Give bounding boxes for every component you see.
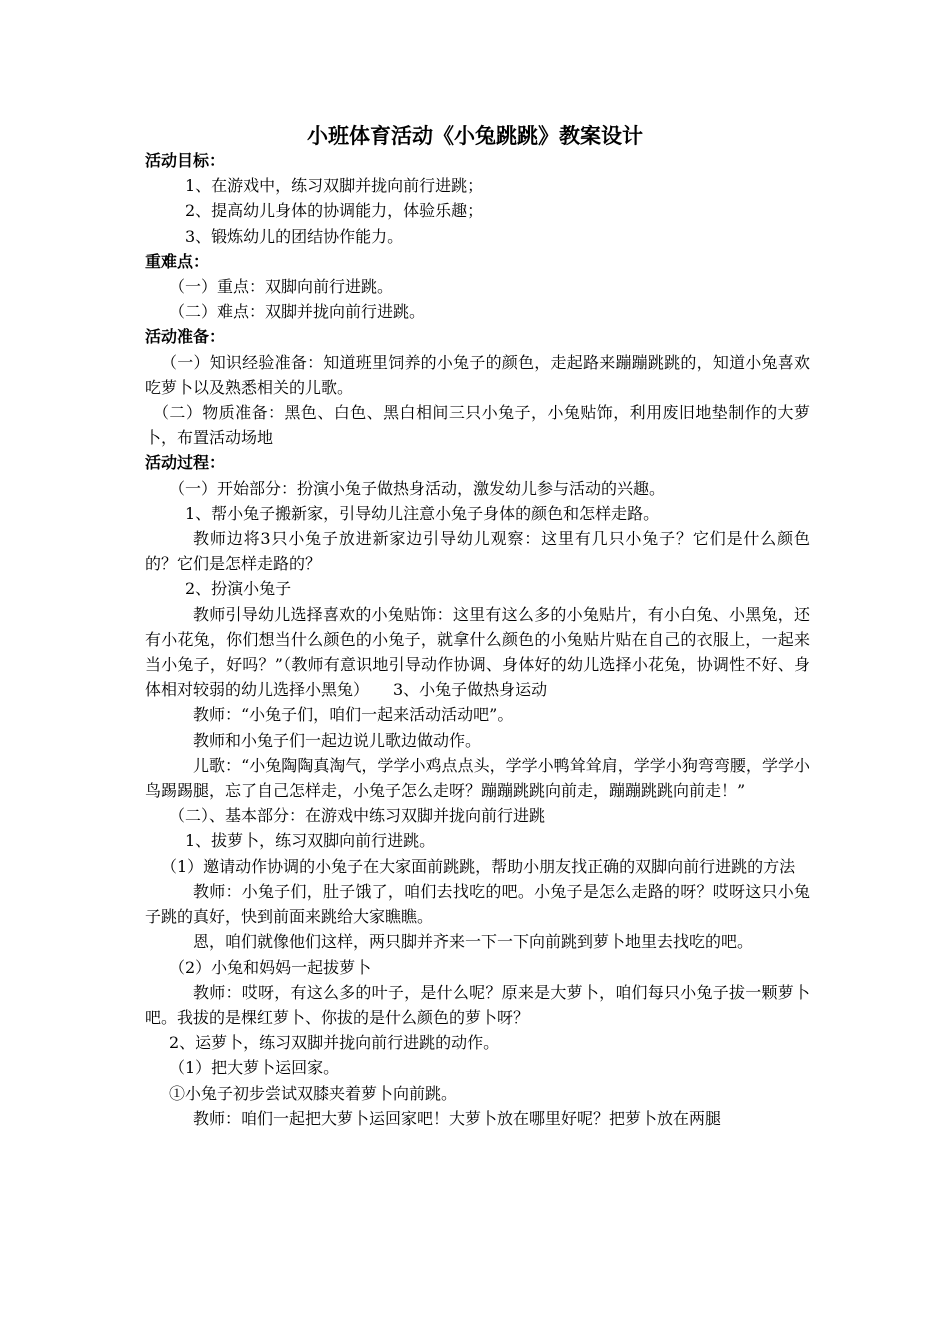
paragraph: 3、锻炼幼儿的团结协作能力。 — [185, 226, 404, 246]
paragraph: （二）物质准备：黑色、白色、黑白相间三只小兔子，小兔贴饰，利用废旧地垫制作的大萝卜，布置活动场地 — [145, 403, 810, 448]
paragraph: 教师：小兔子们，肚子饿了，咱们去找吃的吧。小兔子是怎么走路的呀？哎呀这只小兔子跳的真好，快到前面来跳给大家瞧瞧。 — [145, 881, 810, 927]
paragraph: 1、拔萝卜，练习双脚向前行进跳。 — [185, 831, 436, 851]
paragraph: 1、帮小兔子搬新家，引导幼儿注意小兔子身体的颜色和怎样走路。 — [185, 503, 660, 523]
section-heading: 活动准备： — [145, 327, 226, 347]
paragraph: 1、在游戏中，练习双脚并拢向前行进跳； — [185, 176, 484, 196]
paragraph: 教师和小兔子们一起边说儿歌边做动作。 — [193, 730, 482, 750]
paragraph: 教师：咱们一起把大萝卜运回家吧！大萝卜放在哪里好呢？把萝卜放在两腿 — [193, 1108, 722, 1128]
section-heading: 重难点： — [145, 251, 210, 271]
section-heading: 活动目标： — [145, 151, 226, 170]
paragraph: 2、扮演小兔子 — [185, 579, 292, 599]
paragraph: （一）开始部分：扮演小兔子做热身活动，激发幼儿参与活动的兴趣。 — [169, 478, 666, 498]
paragraph: ①小兔子初步尝试双膝夹着萝卜向前跳。 — [169, 1083, 458, 1103]
paragraph: （一）知识经验准备：知道班里饲养的小兔子的颜色，走起路来蹦蹦跳跳的，知道小兔喜欢吃萝卜以及熟悉相关的儿歌。 — [145, 352, 810, 397]
document-title: 小班体育活动《小兔跳跳》教案设计 — [307, 123, 643, 148]
paragraph: 恩，咱们就像他们这样，两只脚并齐来一下一下向前跳到萝卜地里去找吃的吧。 — [193, 932, 754, 952]
paragraph: （二）难点：双脚并拢向前行进跳。 — [169, 302, 426, 322]
paragraph: （一）重点：双脚向前行进跳。 — [169, 277, 394, 297]
document-body — [145, 148, 810, 1131]
paragraph: （1）邀请动作协调的小兔子在大家面前跳跳，帮助小朋友找正确的双脚向前行进跳的方法 — [161, 856, 796, 876]
paragraph: 教师：“小兔子们，咱们一起来活动活动吧”。 — [193, 705, 514, 725]
section-heading: 活动过程： — [145, 453, 226, 473]
paragraph: （二）、基本部分：在游戏中练习双脚并拢向前行进跳 — [169, 806, 546, 826]
paragraph: 教师：哎呀，有这么多的叶子，是什么呢？原来是大萝卜，咱们每只小兔子拔一颗萝卜吧。我拔的是棵红萝卜、你拔的是什么颜色的萝卜呀？ — [145, 982, 810, 1027]
paragraph: 2、运萝卜，练习双脚并拢向前行进跳的动作。 — [169, 1033, 500, 1053]
paragraph: 教师边将3只小兔子放进新家边引导幼儿观察：这里有几只小兔子？它们是什么颜色的？它们是怎样走路的？ — [145, 529, 810, 574]
paragraph: 儿歌：“小兔陶陶真淘气，学学小鸡点点头，学学小鸭耸耸肩，学学小狗弯弯腰，学学小鸟踢踢腿，忘了自己怎样走，小兔子怎么走呀？蹦蹦跳跳向前走，蹦蹦跳跳向前走！” — [145, 755, 810, 801]
paragraph: （1）把大萝卜运回家。 — [169, 1058, 340, 1078]
paragraph: （2）小兔和妈妈一起拔萝卜 — [169, 957, 372, 977]
paragraph: 2、提高幼儿身体的协调能力，体验乐趣； — [185, 201, 484, 221]
paragraph: 教师引导幼儿选择喜欢的小兔贴饰：这里有这么多的小兔贴片，有小白兔、小黑兔，还有小花兔，你们想当什么颜色的小兔子，就拿什么颜色的小兔贴片贴在自己的衣服上，一起来当小兔子，好吗？”（教师有意识地引导动作协调、身体好的幼儿选择小花兔，协调性不好、身体相对较弱的幼儿选择小黑兔） 3、小兔子做热身运动 — [145, 604, 810, 700]
